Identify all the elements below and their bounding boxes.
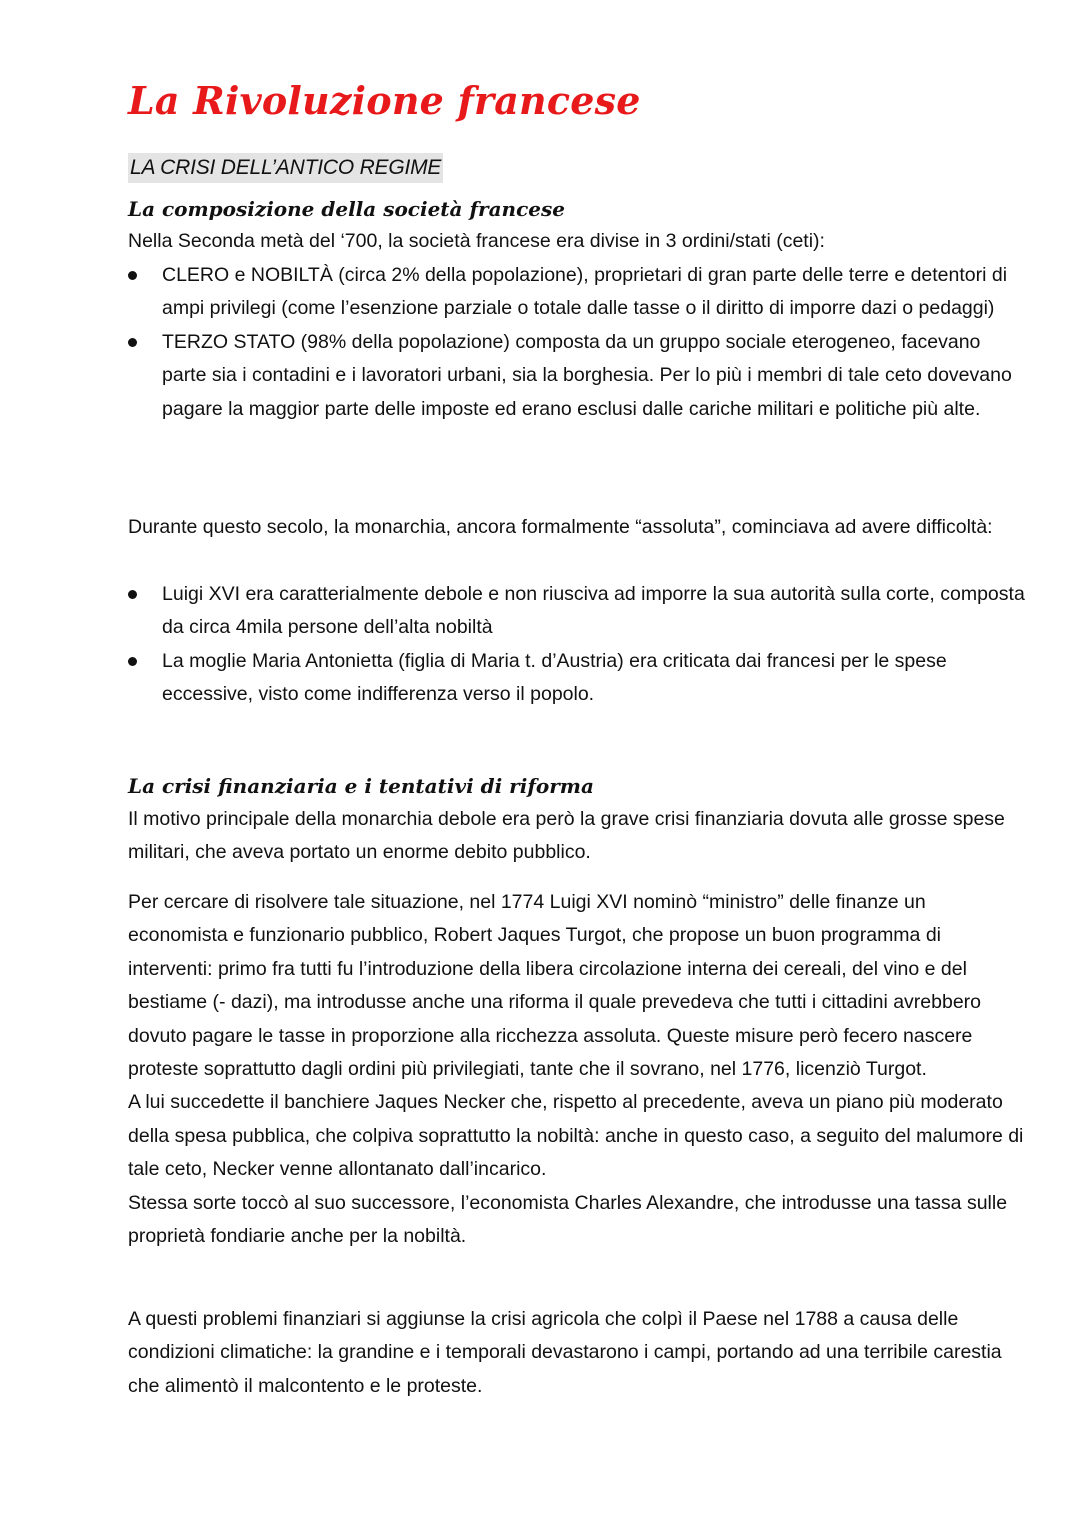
bullet-text: La moglie Maria Antonietta (figlia di Maria t. d’Austria) era criticata dai francesi per le spese eccessive, visto come indifferenza verso il popolo.: [162, 649, 947, 706]
list-item: [128, 259, 1028, 326]
bullet-text: Luigi XVI era caratterialmente debole e non riusciva ad imporre la sua autorità sulla corte, composta da circa 4mila persone dell’alta nobiltà: [162, 583, 1025, 639]
intro-paragraph: Nella Seconda metà del ‘700, la società francese era divise in 3 ordini/stati (ceti):: [128, 230, 825, 252]
agricultural-crisis-paragraph: A questi problemi finanziari si aggiunse la crisi agricola che colpì il Paese nel 1788 a causa delle condizioni climatiche: la grandine e i temporali devastarono i campi, portando ad una terribile carestia che alimentò il malcontento e le proteste.: [128, 1308, 1002, 1397]
subheading-society-composition: La composizione della società francese: [128, 197, 565, 221]
bullet-icon: [128, 657, 137, 666]
list-item: [128, 645, 1028, 712]
bullet-icon: [128, 590, 137, 599]
financial-crisis-paragraph: Il motivo principale della monarchia debole era però la grave crisi finanziaria dovuta alle grosse spese militari, che aveva portato un enorme debito pubblico.: [128, 808, 1005, 864]
bullet-text: CLERO e NOBILTÀ (circa 2% della popolazione), proprietari di gran parte delle terre e detentori di ampi privilegi (come l’esenzione parziale o totale dalle tasse o il diritto di imporre dazi o pedaggi): [162, 264, 1008, 320]
estates-bullet-list: [128, 259, 1028, 426]
alexandre-text: Stessa sorte toccò al suo successore, l’economista Charles Alexandre, che introdusse una tassa sulle proprietà fondiarie anche per la nobiltà.: [128, 1191, 1008, 1248]
list-item: [128, 578, 1028, 645]
section-heading: LA CRISI DELL’ANTICO REGIME: [128, 153, 443, 183]
monarchy-paragraph: Durante questo secolo, la monarchia, ancora formalmente “assoluta”, cominciava ad avere difficoltà:: [128, 516, 993, 538]
reform-attempts-paragraph: [128, 886, 1028, 1253]
subheading-financial-crisis: La crisi finanziaria e i tentativi di riforma: [128, 774, 594, 798]
bullet-text: TERZO STATO (98% della popolazione) composta da un gruppo sociale eterogeneo, facevano parte sia i contadini e i lavoratori urbani, sia la borghesia. Per lo più i membri di tale ceto dovevano pagare la maggior parte delle imposte ed erano esclusi dalle cariche militari e politiche più alte.: [162, 330, 1012, 420]
necker-text: A lui succedette il banchiere Jaques Necker che, rispetto al precedente, aveva un piano più moderato della spesa pubblica, che colpiva soprattutto la nobiltà: anche in questo caso, a seguito del malumore di tale ceto, Necker venne allontanato dall’incarico.: [128, 1091, 1024, 1181]
turgot-text: Per cercare di risolvere tale situazione, nel 1774 Luigi XVI nominò “ministro” delle finanze un economista e funzionario pubblico, Robert Jaques Turgot, che propose un buon programma di interventi: primo fra tutti fu l’introduzione della libera circolazione interna dei cereali, del vino e del bestiame (- dazi), ma introdusse anche una riforma il quale prevedeva che tutti i cittadini avrebbero dovuto pagare le tasse in proporzione alla ricchezza assoluta. Queste misure però fecero nascere proteste soprattutto dagli ordini più privilegiati, tante che il sovrano, nel 1776, licenziò Turgot.: [128, 891, 982, 1081]
page-title: La Rivoluzione francese: [128, 78, 641, 123]
bullet-icon: [128, 338, 137, 347]
monarchy-bullet-list: [128, 578, 1028, 712]
bullet-icon: [128, 271, 137, 280]
list-item: [128, 326, 1028, 426]
